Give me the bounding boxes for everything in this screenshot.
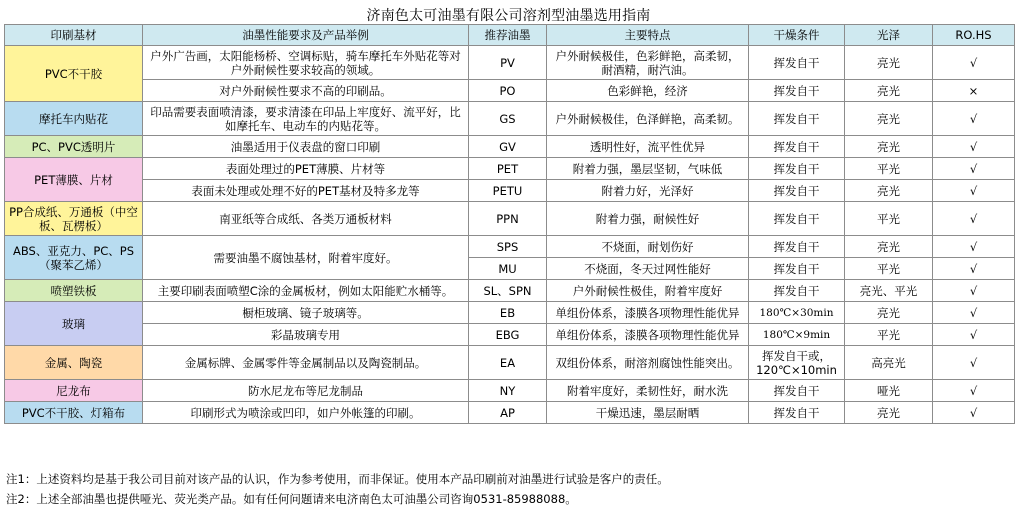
feature-cell: 单组份体系，漆膜各项物理性能优异 (547, 324, 749, 346)
gloss-cell: 亮光 (845, 236, 933, 258)
usage-cell: 表面处理过的PET薄膜、片材等 (143, 158, 469, 180)
gloss-cell: 平光 (845, 202, 933, 236)
rohs-mark-cell: √ (933, 280, 1015, 302)
gloss-cell: 亮光 (845, 102, 933, 136)
col-header-ink: 推荐油墨 (469, 25, 547, 46)
drying-cell: 挥发自干 (749, 258, 845, 280)
ink-code-cell: GV (469, 136, 547, 158)
feature-cell: 单组份体系，漆膜各项物理性能优异 (547, 302, 749, 324)
usage-cell: 油墨适用于仪表盘的窗口印刷 (143, 136, 469, 158)
ink-code-cell: SPS (469, 236, 547, 258)
gloss-cell: 亮光 (845, 46, 933, 80)
table-row (5, 324, 1015, 346)
rohs-mark-cell: √ (933, 302, 1015, 324)
feature-cell: 户外耐候性极佳，附着牢度好 (547, 280, 749, 302)
table-row (5, 46, 1015, 80)
page-title: 济南色太可油墨有限公司溶剂型油墨选用指南 (366, 8, 651, 24)
feature-cell: 透明性好，流平性优异 (547, 136, 749, 158)
table-row (5, 202, 1015, 236)
gloss-cell: 亮光 (845, 180, 933, 202)
gloss-cell: 哑光 (845, 380, 933, 402)
header-row (5, 25, 1015, 46)
usage-cell: 户外广告画，太阳能杨桥、空调标贴，骑车摩托车外贴花等对户外耐候性要求较高的领域。 (143, 46, 469, 80)
drying-cell: 挥发自干 (749, 236, 845, 258)
gloss-cell: 平光 (845, 258, 933, 280)
feature-cell: 附着力好，光泽好 (547, 180, 749, 202)
ink-selection-table (4, 24, 1015, 424)
substrate-cell: PVC不干胶、灯箱布 (5, 402, 143, 424)
col-header-substrate: 印刷基材 (5, 25, 143, 46)
drying-cell: 挥发自干 (749, 280, 845, 302)
substrate-cell: 玻璃 (5, 302, 143, 346)
substrate-cell: 摩托车内贴花 (5, 102, 143, 136)
table-row (5, 236, 1015, 258)
col-header-rohs: RO.HS (933, 25, 1015, 46)
ink-code-cell: NY (469, 380, 547, 402)
usage-cell: 彩晶玻璃专用 (143, 324, 469, 346)
feature-cell: 色彩鲜艳，经济 (547, 80, 749, 102)
table-row (5, 402, 1015, 424)
drying-cell: 挥发自干 (749, 46, 845, 80)
rohs-mark-cell: √ (933, 136, 1015, 158)
usage-cell: 防水尼龙布等尼龙制品 (143, 380, 469, 402)
footnote-1: 注1：上述资料均是基于我公司目前对该产品的认识，作为参考使用，而非保证。使用本产品印刷前对油墨进行试验是客户的责任。 (6, 472, 669, 486)
feature-cell: 附着力强，墨层坚韧，气味低 (547, 158, 749, 180)
table-row (5, 380, 1015, 402)
table-row (5, 136, 1015, 158)
usage-cell: 表面未处理或处理不好的PET基材及特多龙等 (143, 180, 469, 202)
rohs-mark-cell: √ (933, 46, 1015, 80)
ink-code-cell: GS (469, 102, 547, 136)
rohs-mark-cell: √ (933, 202, 1015, 236)
substrate-cell: PVC不干胶 (5, 46, 143, 102)
ink-code-cell: SL、SPN (469, 280, 547, 302)
table-row (5, 346, 1015, 380)
drying-cell: 挥发自干 (749, 380, 845, 402)
ink-code-cell: PV (469, 46, 547, 80)
substrate-cell: PC、PVC透明片 (5, 136, 143, 158)
table-row (5, 180, 1015, 202)
rohs-mark-cell: √ (933, 158, 1015, 180)
feature-cell: 不烧面，冬天过网性能好 (547, 258, 749, 280)
footnote-2: 注2：上述全部油墨也提供哑光、荧光类产品。如有任何问题请来电济南色太可油墨公司咨询0531-85988088。 (6, 492, 577, 506)
drying-cell: 挥发自干 (749, 402, 845, 424)
feature-cell: 干燥迅速，墨层耐晒 (547, 402, 749, 424)
drying-cell: 挥发自干 (749, 180, 845, 202)
col-header-gloss: 光泽 (845, 25, 933, 46)
substrate-cell: PP合成纸、万通板（中空板、瓦楞板） (5, 202, 143, 236)
col-header-drying: 干燥条件 (749, 25, 845, 46)
table-row (5, 280, 1015, 302)
gloss-cell: 亮光 (845, 302, 933, 324)
feature-cell: 不烧面，耐划伤好 (547, 236, 749, 258)
usage-cell: 金属标牌、金属零件等金属制品以及陶瓷制品。 (143, 346, 469, 380)
usage-cell: 印品需要表面喷清漆，要求清漆在印品上牢度好、流平好，比如摩托车、电动车的内贴花等。 (143, 102, 469, 136)
table-row (5, 80, 1015, 102)
col-header-usage: 油墨性能要求及产品举例 (143, 25, 469, 46)
gloss-cell: 平光 (845, 324, 933, 346)
ink-code-cell: PET (469, 158, 547, 180)
gloss-cell: 亮光 (845, 136, 933, 158)
ink-code-cell: EBG (469, 324, 547, 346)
gloss-cell: 亮光 (845, 80, 933, 102)
drying-cell: 挥发自干 (749, 102, 845, 136)
table-row (5, 158, 1015, 180)
rohs-mark-cell: √ (933, 258, 1015, 280)
rohs-mark-cell: √ (933, 346, 1015, 380)
drying-cell: 180℃×9min (749, 324, 845, 346)
usage-cell: 橱柜玻璃、镜子玻璃等。 (143, 302, 469, 324)
gloss-cell: 平光 (845, 158, 933, 180)
usage-cell: 印刷形式为喷涂或凹印，如户外帐篷的印刷。 (143, 402, 469, 424)
ink-code-cell: EB (469, 302, 547, 324)
ink-code-cell: PPN (469, 202, 547, 236)
substrate-cell: 尼龙布 (5, 380, 143, 402)
usage-cell: 主要印刷表面喷塑C涂的金属板材，例如太阳能贮水桶等。 (143, 280, 469, 302)
gloss-cell: 亮光、平光 (845, 280, 933, 302)
rohs-mark-cell: × (933, 80, 1015, 102)
substrate-cell: 喷塑铁板 (5, 280, 143, 302)
footnotes (6, 469, 669, 509)
feature-cell: 双组份体系，耐溶剂腐蚀性能突出。 (547, 346, 749, 380)
usage-cell: 需要油墨不腐蚀基材，附着牢度好。 (143, 236, 469, 280)
usage-cell: 对户外耐候性要求不高的印刷品。 (143, 80, 469, 102)
feature-cell: 户外耐候极佳，色彩鲜艳，高柔韧，耐酒精，耐汽油。 (547, 46, 749, 80)
col-header-features: 主要特点 (547, 25, 749, 46)
feature-cell: 附着牢度好，柔韧性好，耐水洗 (547, 380, 749, 402)
ink-code-cell: MU (469, 258, 547, 280)
table-row (5, 302, 1015, 324)
drying-cell: 180℃×30min (749, 302, 845, 324)
ink-code-cell: EA (469, 346, 547, 380)
drying-cell: 挥发自干 (749, 80, 845, 102)
drying-cell: 挥发自干或，120℃×10min (749, 346, 845, 380)
table-row (5, 102, 1015, 136)
drying-cell: 挥发自干 (749, 158, 845, 180)
rohs-mark-cell: √ (933, 324, 1015, 346)
ink-code-cell: PO (469, 80, 547, 102)
feature-cell: 户外耐候极佳，色泽鲜艳，高柔韧。 (547, 102, 749, 136)
drying-cell: 挥发自干 (749, 136, 845, 158)
table-body (5, 46, 1015, 424)
ink-code-cell: AP (469, 402, 547, 424)
rohs-mark-cell: √ (933, 236, 1015, 258)
substrate-cell: ABS、亚克力、PC、PS（聚苯乙烯） (5, 236, 143, 280)
substrate-cell: PET薄膜、片材 (5, 158, 143, 202)
gloss-cell: 亮光 (845, 402, 933, 424)
feature-cell: 附着力强，耐候性好 (547, 202, 749, 236)
rohs-mark-cell: √ (933, 402, 1015, 424)
ink-code-cell: PETU (469, 180, 547, 202)
gloss-cell: 高亮光 (845, 346, 933, 380)
usage-cell: 南亚纸等合成纸、各类万通板材料 (143, 202, 469, 236)
rohs-mark-cell: √ (933, 380, 1015, 402)
rohs-mark-cell: √ (933, 180, 1015, 202)
drying-cell: 挥发自干 (749, 202, 845, 236)
substrate-cell: 金属、陶瓷 (5, 346, 143, 380)
rohs-mark-cell: √ (933, 102, 1015, 136)
